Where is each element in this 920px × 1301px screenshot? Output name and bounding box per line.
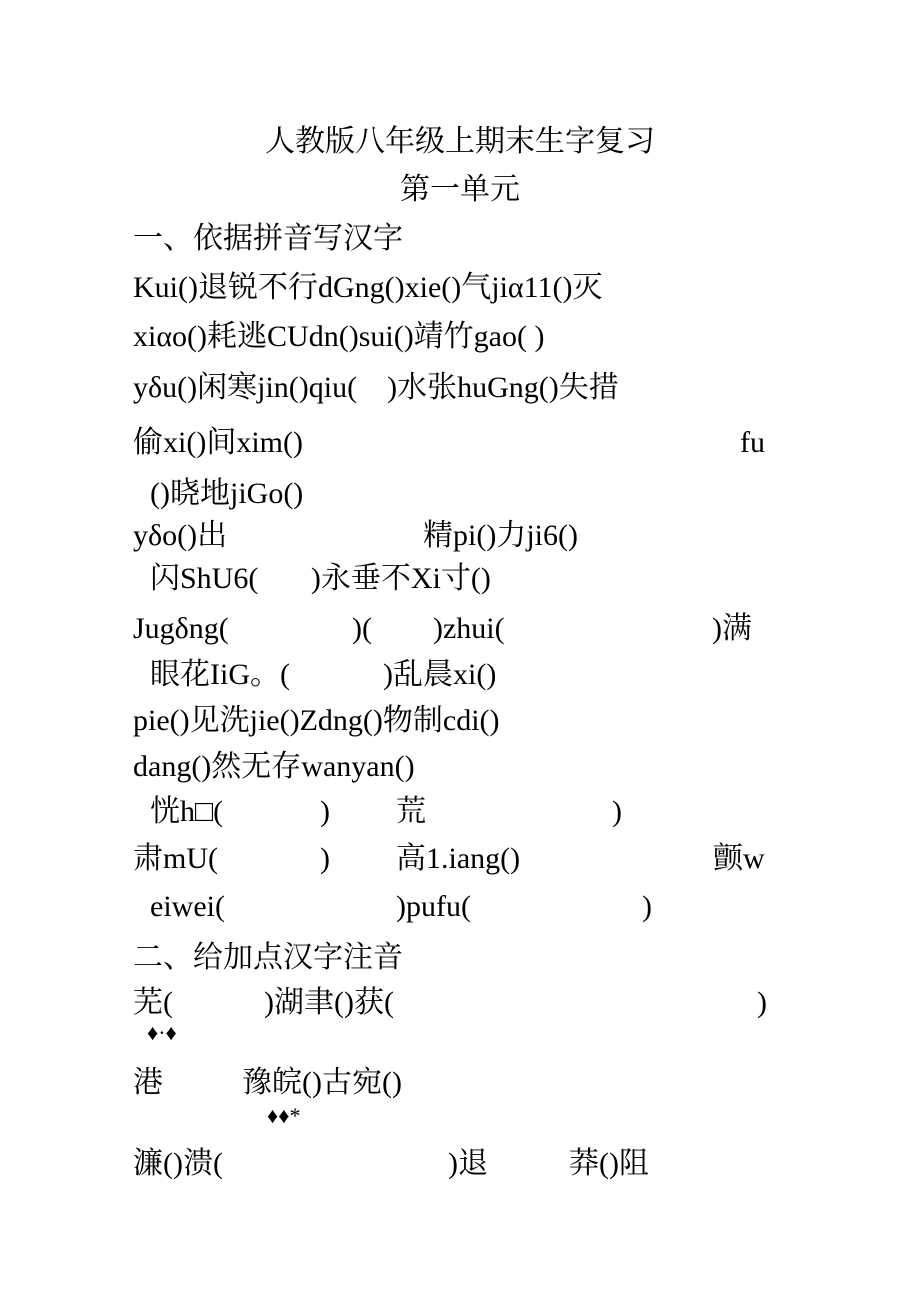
exercise-line: pie()见洗jie()Zdng()物制cdi()	[133, 704, 500, 737]
exercise-fragment: 高1.iang()	[396, 842, 521, 875]
exercise-fragment: 颤w	[713, 842, 765, 875]
exercise-line: 恍h□(	[150, 795, 224, 828]
exercise-line: Jugδng(	[133, 612, 229, 645]
exercise-line: Kui()退锐不行dGng()xie()气jiα11()灭	[133, 271, 603, 304]
page-title: 人教版八年级上期末生字复习	[265, 125, 655, 158]
emphasis-dots: ♦·♦	[147, 1020, 177, 1045]
exercise-line: 濂()溃(	[133, 1147, 223, 1180]
exercise-line: ()晓地jiGo()	[150, 477, 304, 510]
exercise-fragment: )pufu(	[396, 890, 471, 923]
exercise-fragment: 莽()阻	[569, 1147, 649, 1180]
exercise-fragment: )	[642, 890, 652, 923]
exercise-line: yδu()闲寒jin()qiu( )水张huGng()失措	[133, 371, 619, 404]
exercise-line: 港	[133, 1066, 163, 1099]
exercise-line: 偷xi()间xim()	[133, 426, 303, 459]
exercise-line: 闪ShU6( )永垂不Xi寸()	[150, 562, 491, 595]
exercise-fragment: )(	[352, 612, 372, 645]
exercise-line: eiwei(	[150, 890, 225, 923]
emphasis-dots: ♦♦*	[267, 1103, 301, 1128]
exercise-line: 眼花IiG。(	[150, 658, 290, 691]
exercise-line: yδo()出	[133, 519, 228, 552]
section2-heading: 二、给加点汉字注音	[133, 941, 403, 974]
exercise-fragment: )	[757, 986, 767, 1019]
section1-heading: 一、依据拼音写汉字	[133, 222, 403, 255]
exercise-line: 肃mU(	[133, 842, 218, 875]
exercise-line: 芜(	[133, 986, 173, 1019]
exercise-fragment: )满	[712, 612, 752, 645]
exercise-line: xiαo()耗逃CUdn()sui()靖竹gao( )	[133, 320, 545, 353]
exercise-fragment: 精pi()力ji6()	[423, 519, 578, 552]
exercise-line: dang()然无存wanyan()	[133, 750, 415, 783]
unit-title: 第一单元	[400, 173, 520, 206]
exercise-fragment: )	[320, 842, 330, 875]
exercise-fragment: )zhui(	[433, 612, 505, 645]
exercise-fragment: )湖聿()获(	[264, 986, 394, 1019]
exercise-fragment: fu	[740, 426, 765, 459]
exercise-fragment: 豫皖()古宛()	[242, 1066, 402, 1099]
exercise-fragment: )退	[448, 1147, 488, 1180]
exercise-fragment: )	[612, 795, 622, 828]
exercise-fragment: )	[320, 795, 330, 828]
exercise-fragment: 荒	[396, 795, 426, 828]
exercise-fragment: )乱晨xi()	[383, 658, 497, 691]
